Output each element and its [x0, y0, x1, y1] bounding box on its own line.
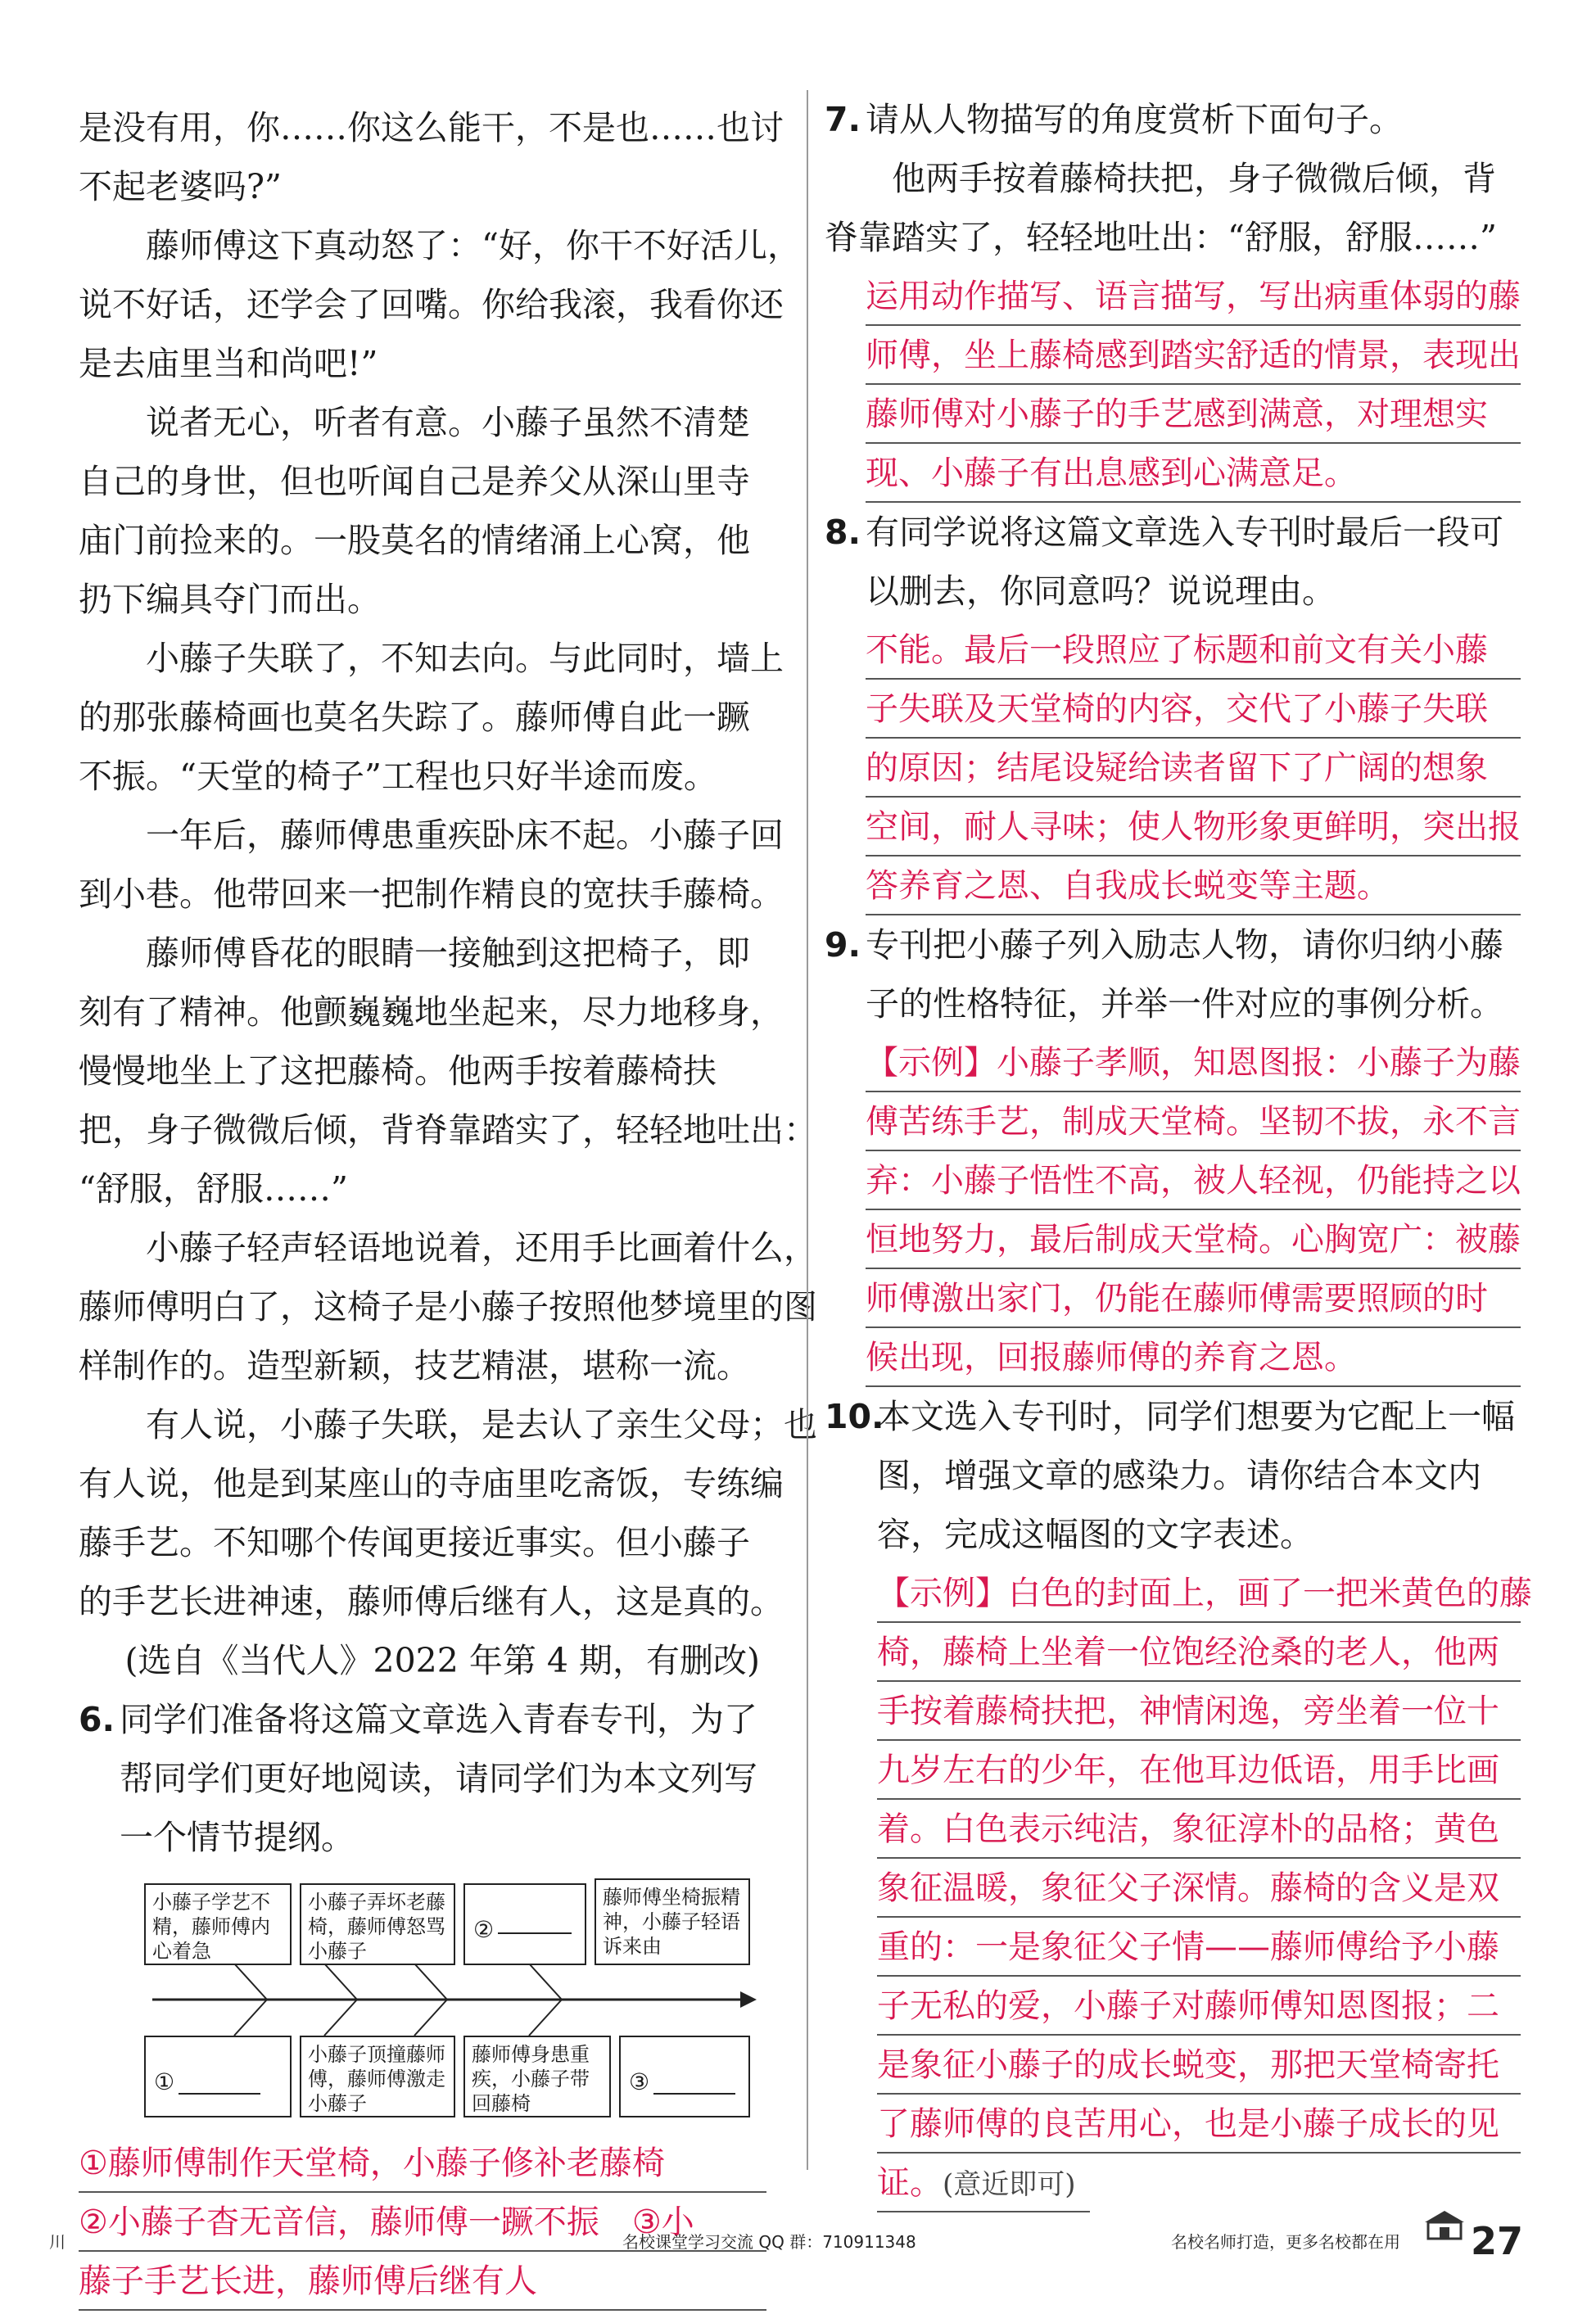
prompt-line: 专刊把小藤子列入励志人物，请你归纳小藤 [866, 925, 1503, 965]
paragraph-line: 有人说，他是到某座山的寺庙里吃斋饭，专练编 [79, 1464, 784, 1503]
answer-block [866, 267, 1521, 503]
footer-center-text: 名校课堂学习交流 QQ 群：710911348 [622, 2232, 916, 2252]
question-number: 7. [825, 100, 861, 139]
fishbone-blank-label: ③ [629, 2068, 650, 2095]
prompt-line: 容，完成这幅图的文字表述。 [877, 1515, 1313, 1554]
paragraph-line: 自己的身世，但也听闻自己是养父从深山里寺 [79, 462, 750, 501]
question-9 [825, 915, 1521, 1033]
prompt-line: 本文选入专刊时，同学们想要为它配上一幅 [877, 1397, 1515, 1436]
paragraph-line: “舒服，舒服……” [79, 1169, 348, 1209]
fishbone-box: 藤师傅身患重疾，小藤子带回藤椅 [463, 2036, 611, 2117]
prompt-line: 子的性格特征，并举一件对应的事例分析。 [866, 984, 1503, 1024]
fishbone-box: 小藤子弄坏老藤椅，藤师傅怒骂小藤子 [300, 1883, 455, 1965]
paragraph-line: 不起老婆吗?” [79, 167, 282, 206]
paragraph-line: 说不好话，还学会了回嘴。你给我滚，我看你还 [79, 285, 784, 324]
paragraph-line: 的手艺长进神速，藤师傅后继有人，这是真的。 [79, 1582, 784, 1621]
fishbone-box: 藤师傅坐椅振精神，小藤子轻语诉来由 [595, 1878, 750, 1965]
paragraph-line: 是去庙里当和尚吧!” [79, 344, 378, 383]
answer-block [866, 1033, 1521, 1387]
answer-line: 重的：一是象征父子情——藤师傅给予小藤 [877, 1918, 1521, 1977]
prompt-line: 有同学说将这篇文章选入专刊时最后一段可 [866, 513, 1503, 552]
question-7 [825, 90, 1521, 149]
paragraph-line: 把，身子微微后倾，背脊靠踏实了，轻轻地吐出： [79, 1110, 817, 1150]
answer-line: 傅苦练手艺，制成天堂椅。坚韧不拔，永不言 [866, 1092, 1521, 1151]
answer-line [877, 2154, 1090, 2212]
question-number: 8. [825, 513, 861, 552]
prompt-line: 请从人物描写的角度赏析下面句子。 [866, 100, 1403, 139]
answer-line: 师傅激出家门，仍能在藤师傅需要照顾的时 [866, 1269, 1521, 1328]
quoted-sentence: 脊靠踏实了，轻轻地吐出：“舒服，舒服……” [825, 218, 1497, 257]
answer-line: 着。白色表示纯洁，象征淳朴的品格；黄色 [877, 1800, 1521, 1859]
fishbone-blank-box [144, 2036, 292, 2117]
answer-line: ②小藤子杳无音信，藤师傅一蹶不振 ③小 [79, 2193, 766, 2252]
paragraph-line: 是没有用，你……你这么能干，不是也……也讨 [79, 108, 784, 147]
answer-line: 象征温暖，象征父子深情。藤椅的含义是双 [877, 1859, 1521, 1918]
prompt-line: 帮同学们更好地阅读，请同学们为本文列写 [120, 1759, 757, 1798]
answer-line: 现、小藤子有出息感到心满意足。 [866, 444, 1521, 503]
question-6 [79, 1690, 766, 1867]
fishbone-box: 小藤子顶撞藤师傅，藤师傅激走小藤子 [300, 2036, 455, 2117]
prompt-line: 以删去，你同意吗？说说理由。 [866, 572, 1336, 611]
answer-block [866, 621, 1521, 915]
paragraph-line: 不振。“天堂的椅子”工程也只好半途而废。 [79, 757, 717, 796]
fishbone-blank-box [463, 1883, 586, 1965]
answer-line: ①藤师傅制作天堂椅，小藤子修补老藤椅 [79, 2134, 766, 2193]
footer-left-mark: 川 [49, 2232, 66, 2252]
answer-line: 不能。最后一段照应了标题和前文有关小藤 [866, 621, 1521, 680]
answer-line: 【示例】小藤子孝顺，知恩图报：小藤子为藤 [866, 1033, 1521, 1092]
answer-line: 【示例】白色的封面上，画了一把米黄色的藤 [877, 1564, 1521, 1623]
answer-line: 恒地努力，最后制成天堂椅。心胸宽广：被藤 [866, 1210, 1521, 1269]
answer-line: 藤师傅对小藤子的手艺感到满意，对理想实 [866, 385, 1521, 444]
answer-line: 的原因；结尾设疑给读者留下了广阔的想象 [866, 739, 1521, 798]
right-column [807, 90, 1532, 2202]
answer-line: 子失联及天堂椅的内容，交代了小藤子失联 [866, 680, 1521, 739]
paragraph-line: 扔下编具夺门而出。 [79, 580, 381, 619]
footer-right-text: 名校名师打造，更多名校都在用 [1171, 2232, 1400, 2252]
blank-underline [179, 2093, 260, 2095]
question-prompt [866, 503, 1521, 621]
answer-line: 子无私的爱，小藤子对藤师傅知恩图报；二 [877, 1977, 1521, 2036]
answer-line: 运用动作描写、语言描写，写出病重体弱的藤 [866, 267, 1521, 326]
paragraph-line: 庙门前捡来的。一股莫名的情绪涌上心窝，他 [79, 521, 750, 560]
question-number: 9. [825, 925, 861, 965]
prompt-line: 图，增强文章的感染力。请你结合本文内 [877, 1456, 1481, 1495]
question-number: 10. [825, 1397, 884, 1436]
paragraph-line: 藤师傅昏花的眼睛一接触到这把椅子，即 [146, 933, 750, 973]
paragraph-line: 有人说，小藤子失联，是去认了亲生父母；也 [146, 1405, 817, 1444]
fishbone-blank-label: ① [154, 2068, 175, 2095]
paragraph-line: 藤手艺。不知哪个传闻更接近事实。但小藤子 [79, 1523, 750, 1562]
paragraph-line: 小藤子失联了，不知去向。与此同时，墙上 [146, 639, 784, 678]
question-prompt [866, 915, 1521, 1033]
paragraph-line: 到小巷。他带回来一把制作精良的宽扶手藤椅。 [79, 875, 784, 914]
answer-line: 空间，耐人寻味；使人物形象更鲜明，突出报 [866, 798, 1521, 856]
paragraph-line: 慢慢地坐上了这把藤椅。他两手按着藤椅扶 [79, 1051, 717, 1091]
school-logo-icon [1420, 2206, 1469, 2245]
question-prompt [120, 1690, 766, 1867]
question-10 [825, 1387, 1521, 1564]
question-8 [825, 503, 1521, 621]
answer-block [877, 1564, 1532, 2212]
fishbone-box: 小藤子学艺不精，藤师傅内心着急 [144, 1883, 292, 1965]
fishbone-blank-box [619, 2036, 750, 2117]
answer-line: 手按着藤椅扶把，神情闲逸，旁坐着一位十 [877, 1682, 1521, 1741]
answer-line: 是象征小藤子的成长蜕变，那把天堂椅寄托 [877, 2036, 1521, 2095]
question-number: 6. [79, 1700, 115, 1739]
answer-line: 藤子手艺长进，藤师傅后继有人 [79, 2252, 766, 2311]
answer-note: (意近即可) [943, 2168, 1076, 2201]
quoted-sentence: 他两手按着藤椅扶把，身子微微后倾，背 [892, 159, 1496, 198]
answer-line: 了藤师傅的良苦用心，也是小藤子成长的见 [877, 2095, 1521, 2154]
blank-underline [498, 1932, 572, 1934]
source-citation: (选自《当代人》2022 年第 4 期，有删改) [124, 1641, 760, 1680]
answer-text: 证。 [877, 2164, 943, 2202]
prompt-line: 一个情节提纲。 [120, 1818, 355, 1857]
page-number: 27 [1470, 2219, 1523, 2263]
paragraph-line: 藤师傅这下真动怒了：“好，你干不好活儿， [146, 226, 801, 265]
answer-line: 答养育之恩、自我成长蜕变等主题。 [866, 856, 1521, 915]
answer-line: 候出现，回报藤师傅的养育之恩。 [866, 1328, 1521, 1387]
paragraph-line: 刻有了精神。他颤巍巍地坐起来，尽力地移身， [79, 992, 784, 1032]
question-prompt [866, 90, 1521, 149]
answer-line: 九岁左右的少年，在他耳边低语，用手比画 [877, 1741, 1521, 1800]
paragraph-line: 样制作的。造型新颖，技艺精湛，堪称一流。 [79, 1346, 750, 1385]
paragraph-line: 小藤子轻声轻语地说着，还用手比画着什么， [146, 1228, 817, 1268]
fishbone-blank-label: ② [473, 1916, 495, 1943]
answer-line: 弃：小藤子悟性不高，被人轻视，仍能持之以 [866, 1151, 1521, 1210]
prompt-line: 同学们准备将这篇文章选入青春专刊，为了 [120, 1700, 757, 1739]
paragraph-line: 说者无心，听者有意。小藤子虽然不清楚 [146, 403, 750, 442]
paragraph-line: 藤师傅明白了，这椅子是小藤子按照他梦境里的图 [79, 1287, 817, 1326]
plot-fishbone-diagram [144, 1878, 766, 2116]
paragraph-line: 的那张藤椅画也莫名失踪了。藤师傅自此一蹶 [79, 698, 750, 737]
answer-line: 师傅，坐上藤椅感到踏实舒适的情景，表现出 [866, 326, 1521, 385]
answer-line: 椅，藤椅上坐着一位饱经沧桑的老人，他两 [877, 1623, 1521, 1682]
paragraph-line: 一年后，藤师傅患重疾卧床不起。小藤子回 [146, 816, 784, 855]
question-prompt [877, 1387, 1521, 1564]
blank-underline [653, 2093, 735, 2095]
